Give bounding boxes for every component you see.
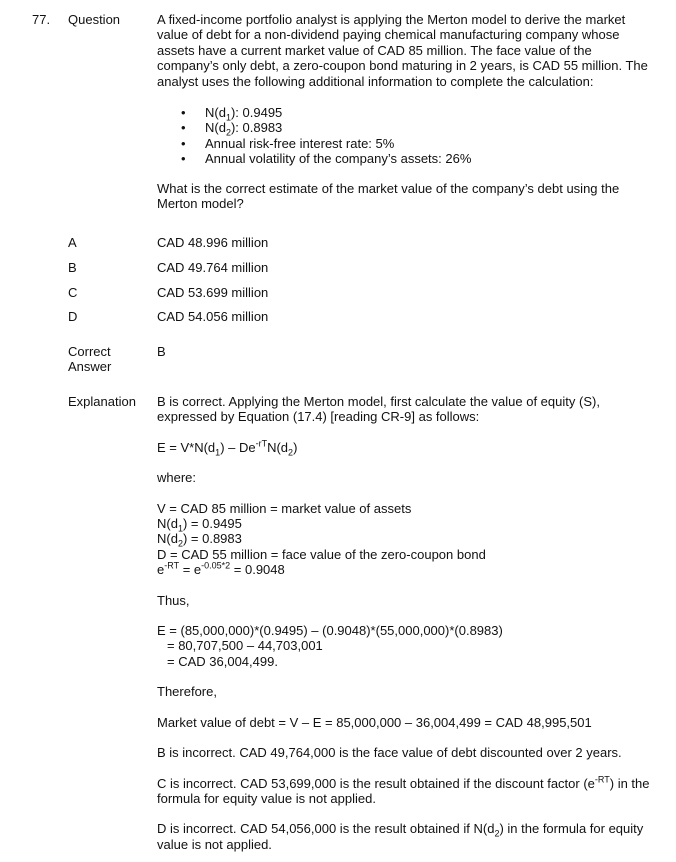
option-a-text: CAD 48.996 million <box>157 235 269 250</box>
option-d-incorrect: D is incorrect. CAD 54,056,000 is the result obtained if $N(d_2)$ in the formula for equity value is not applied. <box>157 821 644 852</box>
option-d-letter: D <box>68 309 78 324</box>
question-number: 77. <box>32 12 51 27</box>
bullet-volatility: • Annual volatility of the company’s assets: 26% <box>157 151 657 166</box>
option-b-text: CAD 49.764 million <box>157 260 269 275</box>
option-b-incorrect: B is incorrect. CAD 49,764,000 is the face value of debt discounted over 2 years. <box>157 745 622 761</box>
option-d-text: CAD 54.056 million <box>157 309 269 324</box>
explanation-intro: B is correct. Applying the Merton model, first calculate the value of equity (S), expressed by Equation (17.4) [reading CR-9] as follows: <box>157 394 600 425</box>
option-c-incorrect: C is incorrect. CAD 53,699,000 is the result obtained if the discount factor $(e^{-RT})$ in the formula for equity value is not applied. <box>157 774 650 806</box>
variable-definitions <box>157 501 657 578</box>
correct-answer-label: Correct Answer <box>68 344 112 375</box>
calc-line-1: E = (85,000,000)*(0.9495) – (0.9048)*(55,000,000)*(0.8983) <box>157 623 503 639</box>
explanation-body <box>157 394 657 852</box>
option-c-letter: C <box>68 285 78 300</box>
bullet-nd1: • $N(d_1)$: 0.9495 <box>157 105 657 120</box>
therefore-text: Therefore, <box>157 684 217 700</box>
def-d: D = CAD 55 million = face value of the zero-coupon bond <box>157 546 486 562</box>
bullet-nd2: • $N(d_2)$: 0.8983 <box>157 120 657 135</box>
question-label: Question <box>68 12 121 27</box>
option-b-letter: B <box>68 260 77 275</box>
given-data-list <box>157 105 657 167</box>
option-c-text: CAD 53.699 million <box>157 285 269 300</box>
option-a-letter: A <box>68 235 77 250</box>
correct-answer-value: B <box>157 344 166 359</box>
question-body <box>157 12 657 211</box>
equity-calculation <box>157 623 657 669</box>
debt-value-result: Market value of debt = V – E = 85,000,000 – 36,004,499 = CAD 48,995,501 <box>157 714 592 730</box>
equity-equation: $E = V*N(d_1) - De^{-rT}N(d_2)$ <box>157 438 298 458</box>
explanation-label: Explanation <box>68 394 136 409</box>
def-nd1: $N(d_1) = 0.9495$ <box>157 516 242 534</box>
where-text: where: <box>157 470 197 486</box>
def-v: V = CAD 85 million = market value of assets <box>157 500 412 516</box>
calc-line-2: = 80,707,500 – 44,703,001 <box>167 638 323 654</box>
question-prompt: What is the correct estimate of the market value of the company’s debt using the Merton model? <box>157 180 620 212</box>
question-text: A fixed-income portfolio analyst is applying the Merton model to derive the market value of debt for a non-dividend paying chemical manufacturing company whose assets have a current market value of CAD 85 million. The face value of the company’s only debt, a zero-coupon bond maturing in 2 years, is CAD 55 million. The analyst uses the following additional information to complete the calculation: <box>157 12 648 89</box>
calc-line-3: = CAD 36,004,499. <box>167 653 278 669</box>
def-nd2: $N(d_2) = 0.8983$ <box>157 531 242 550</box>
thus-text: Thus, <box>157 592 190 608</box>
bullet-risk-free-rate: • Annual risk-free interest rate: 5% <box>157 136 657 151</box>
def-discount-factor: $e^{-RT} = e^{-0.05*2} = 0.9048$ <box>157 560 285 578</box>
